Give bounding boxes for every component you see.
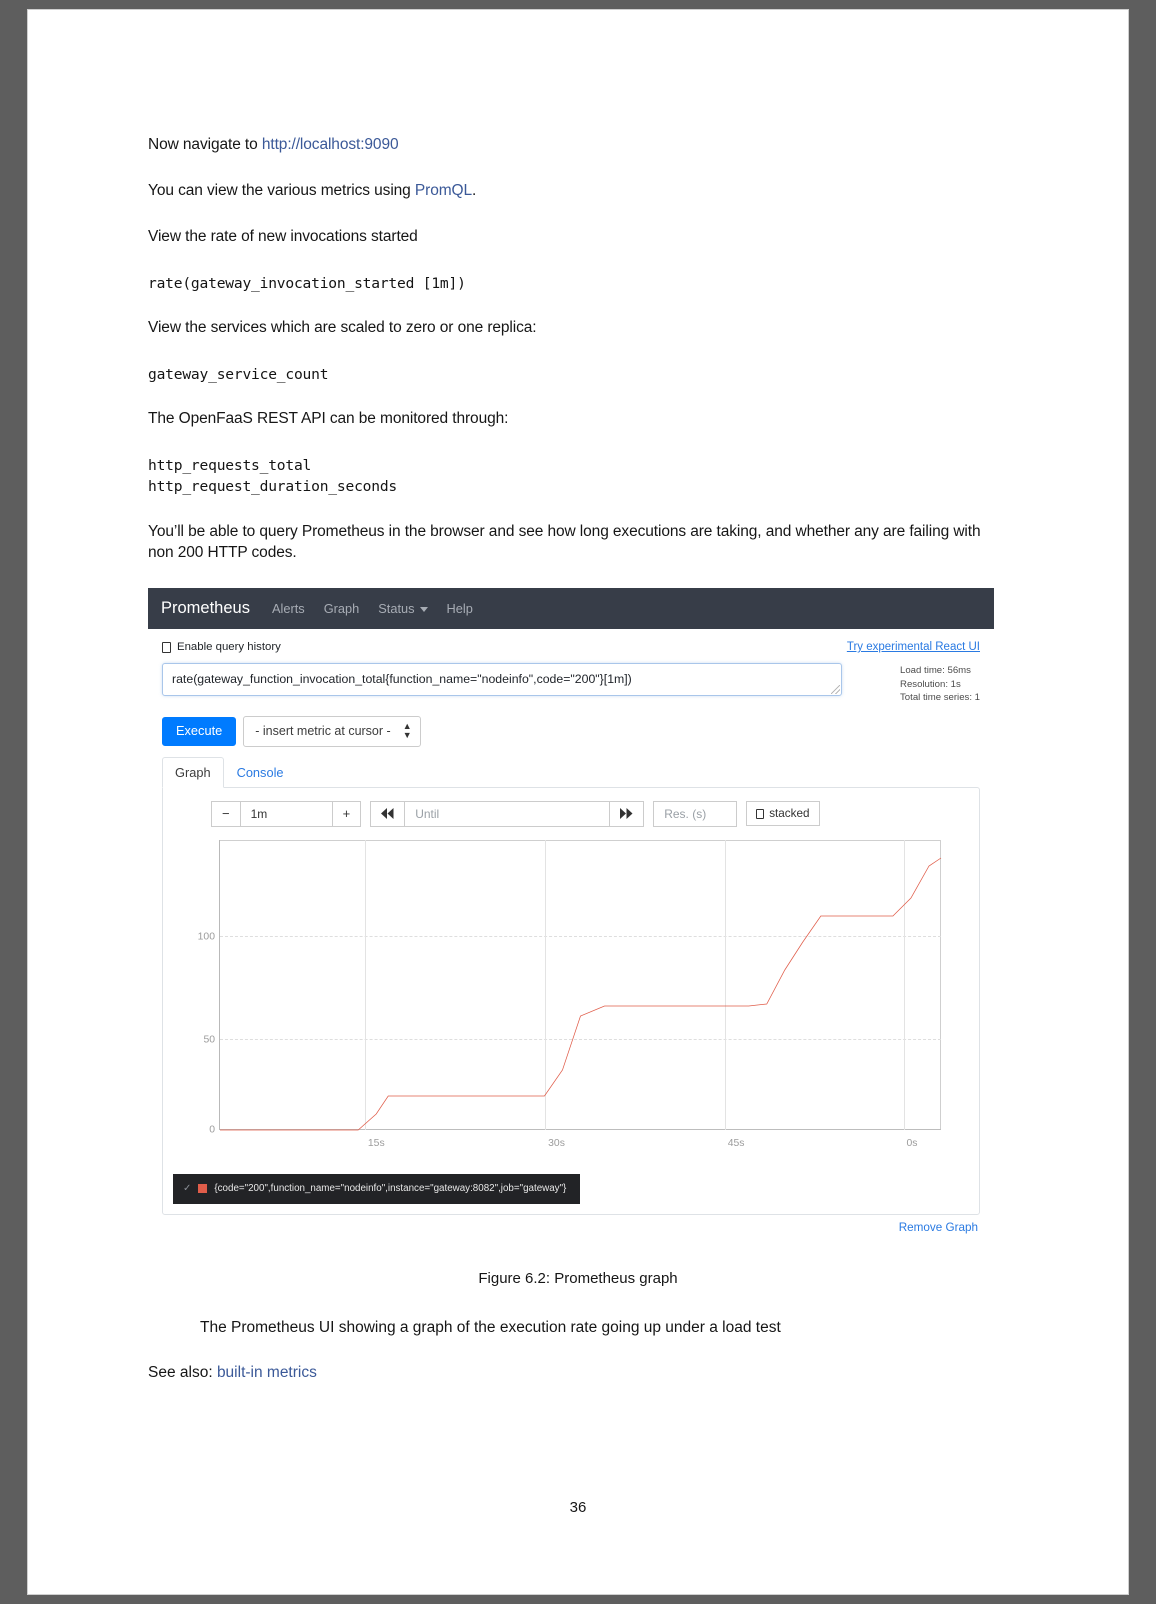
checkbox-icon[interactable] [756, 809, 764, 819]
code-http-request-duration: http_request_duration_seconds [148, 478, 397, 496]
step-backward-glyph [381, 808, 394, 819]
paragraph-navigate [148, 135, 1008, 156]
enable-query-history-label: Enable query history [177, 641, 281, 654]
paragraph-navigate-text: Now navigate to [148, 136, 262, 153]
code-http-metrics [148, 455, 1008, 497]
tab-console[interactable]: Console [236, 764, 284, 780]
nav-item-graph[interactable]: Graph [323, 601, 360, 617]
step-forward-glyph [620, 808, 633, 819]
see-also-label: See also: [148, 1363, 217, 1381]
code-rate-gateway-invocation: rate(gateway_invocation_started [1m]) [148, 274, 466, 292]
page-number: 36 [569, 1499, 587, 1516]
graph-legend[interactable] [173, 1174, 580, 1204]
paragraph-promql [148, 181, 1008, 202]
nav-item-status[interactable] [378, 601, 427, 616]
xtick-label-30s: 30s [548, 1137, 565, 1149]
query-input[interactable] [162, 663, 842, 696]
step-backward-icon[interactable] [370, 801, 405, 827]
insert-metric-select-value: - insert metric at cursor - [255, 723, 391, 738]
prometheus-brand[interactable]: Prometheus [161, 599, 250, 618]
execute-button[interactable]: Execute [162, 717, 236, 745]
plot-area [197, 840, 941, 1149]
promql-link[interactable]: PromQL [414, 181, 473, 199]
enable-query-history-control[interactable] [162, 641, 281, 653]
tab-graph[interactable]: Graph [162, 757, 224, 788]
try-react-ui-link[interactable]: Try experimental React UI [846, 641, 980, 654]
remove-graph-link[interactable]: Remove Graph [898, 1220, 978, 1234]
insert-metric-select[interactable] [243, 716, 420, 747]
increase-range-button[interactable]: + [333, 801, 362, 827]
resolution-input[interactable]: Res. (s) [653, 801, 737, 827]
localhost-link[interactable]: http://localhost:9090 [261, 136, 399, 153]
stat-resolution: Resolution: 1s [900, 678, 961, 690]
page-content [148, 135, 1008, 1382]
see-also-line [148, 1364, 1008, 1382]
query-history-row [162, 641, 980, 653]
legend-series-label: {code="200",function_name="nodeinfo",instance="gateway:8082",job="gateway"} [214, 1182, 567, 1194]
prometheus-panel [148, 629, 994, 1242]
range-group [211, 801, 361, 827]
select-arrows-icon: ▲ ▼ [402, 720, 412, 740]
range-input[interactable]: 1m [241, 801, 333, 827]
xtick-label-15s: 15s [367, 1137, 385, 1149]
paragraph-scaled-services: View the services which are scaled to zero or one replica: [148, 318, 537, 336]
paragraph-rest-api: The OpenFaaS REST API can be monitored through: [148, 410, 509, 427]
ytick-label-50: 50 [203, 1034, 215, 1046]
execute-row [162, 716, 980, 747]
code-http-requests-total: http_requests_total [148, 456, 312, 474]
code-gateway-service-count: gateway_service_count [148, 365, 329, 383]
paragraph-promql-period: . [472, 181, 477, 199]
query-row [162, 663, 980, 705]
graph-toolbar [173, 801, 969, 827]
query-input-value: rate(gateway_function_invocation_total{function_name="nodeinfo",code="200"}[1m]) [172, 672, 632, 687]
paragraph-promql-text: You can view the various metrics using [148, 181, 415, 199]
ytick-label-0: 0 [209, 1124, 215, 1136]
until-input[interactable]: Until [405, 801, 610, 827]
paragraph-rate-invocations: View the rate of new invocations started [148, 227, 418, 245]
prometheus-navbar [148, 588, 994, 629]
xtick-label-0s: 0s [906, 1137, 918, 1149]
document-page [28, 10, 1128, 1594]
stacked-label: stacked [769, 807, 810, 821]
nav-item-help[interactable]: Help [446, 601, 473, 617]
stat-load-time: Load time: 56ms [900, 665, 971, 677]
check-icon: ✓ [183, 1182, 192, 1194]
nav-item-alerts[interactable]: Alerts [271, 601, 305, 617]
graph-plot [173, 840, 941, 1154]
figure-description: The Prometheus UI showing a graph of the execution rate going up under a load test [200, 1318, 781, 1336]
series-line [220, 840, 941, 1130]
legend-color-swatch [198, 1184, 207, 1193]
stacked-toggle[interactable] [746, 801, 820, 826]
chevron-down-icon [420, 607, 428, 612]
query-stats [900, 663, 980, 705]
checkbox-icon[interactable] [162, 642, 171, 653]
built-in-metrics-link[interactable]: built-in metrics [216, 1363, 317, 1381]
textarea-resize-handle[interactable] [831, 685, 840, 694]
paragraph-query-browser: You’ll be able to query Prometheus in the browser and see how long executions are taking, and whether any are failing with non 200 HTTP codes. [148, 523, 981, 562]
step-forward-icon[interactable] [610, 801, 644, 827]
xtick-label-45s: 45s [727, 1137, 745, 1149]
stat-total-time-series: Total time series: 1 [900, 692, 980, 704]
figure-caption: Figure 6.2: Prometheus graph [478, 1269, 678, 1287]
result-tabs [162, 757, 980, 788]
until-group [370, 801, 644, 827]
graph-container [162, 787, 980, 1215]
prometheus-screenshot [148, 588, 994, 1242]
decrease-range-button[interactable]: − [211, 801, 241, 827]
ytick-label-100: 100 [197, 931, 215, 943]
nav-item-status-label: Status [378, 601, 415, 617]
